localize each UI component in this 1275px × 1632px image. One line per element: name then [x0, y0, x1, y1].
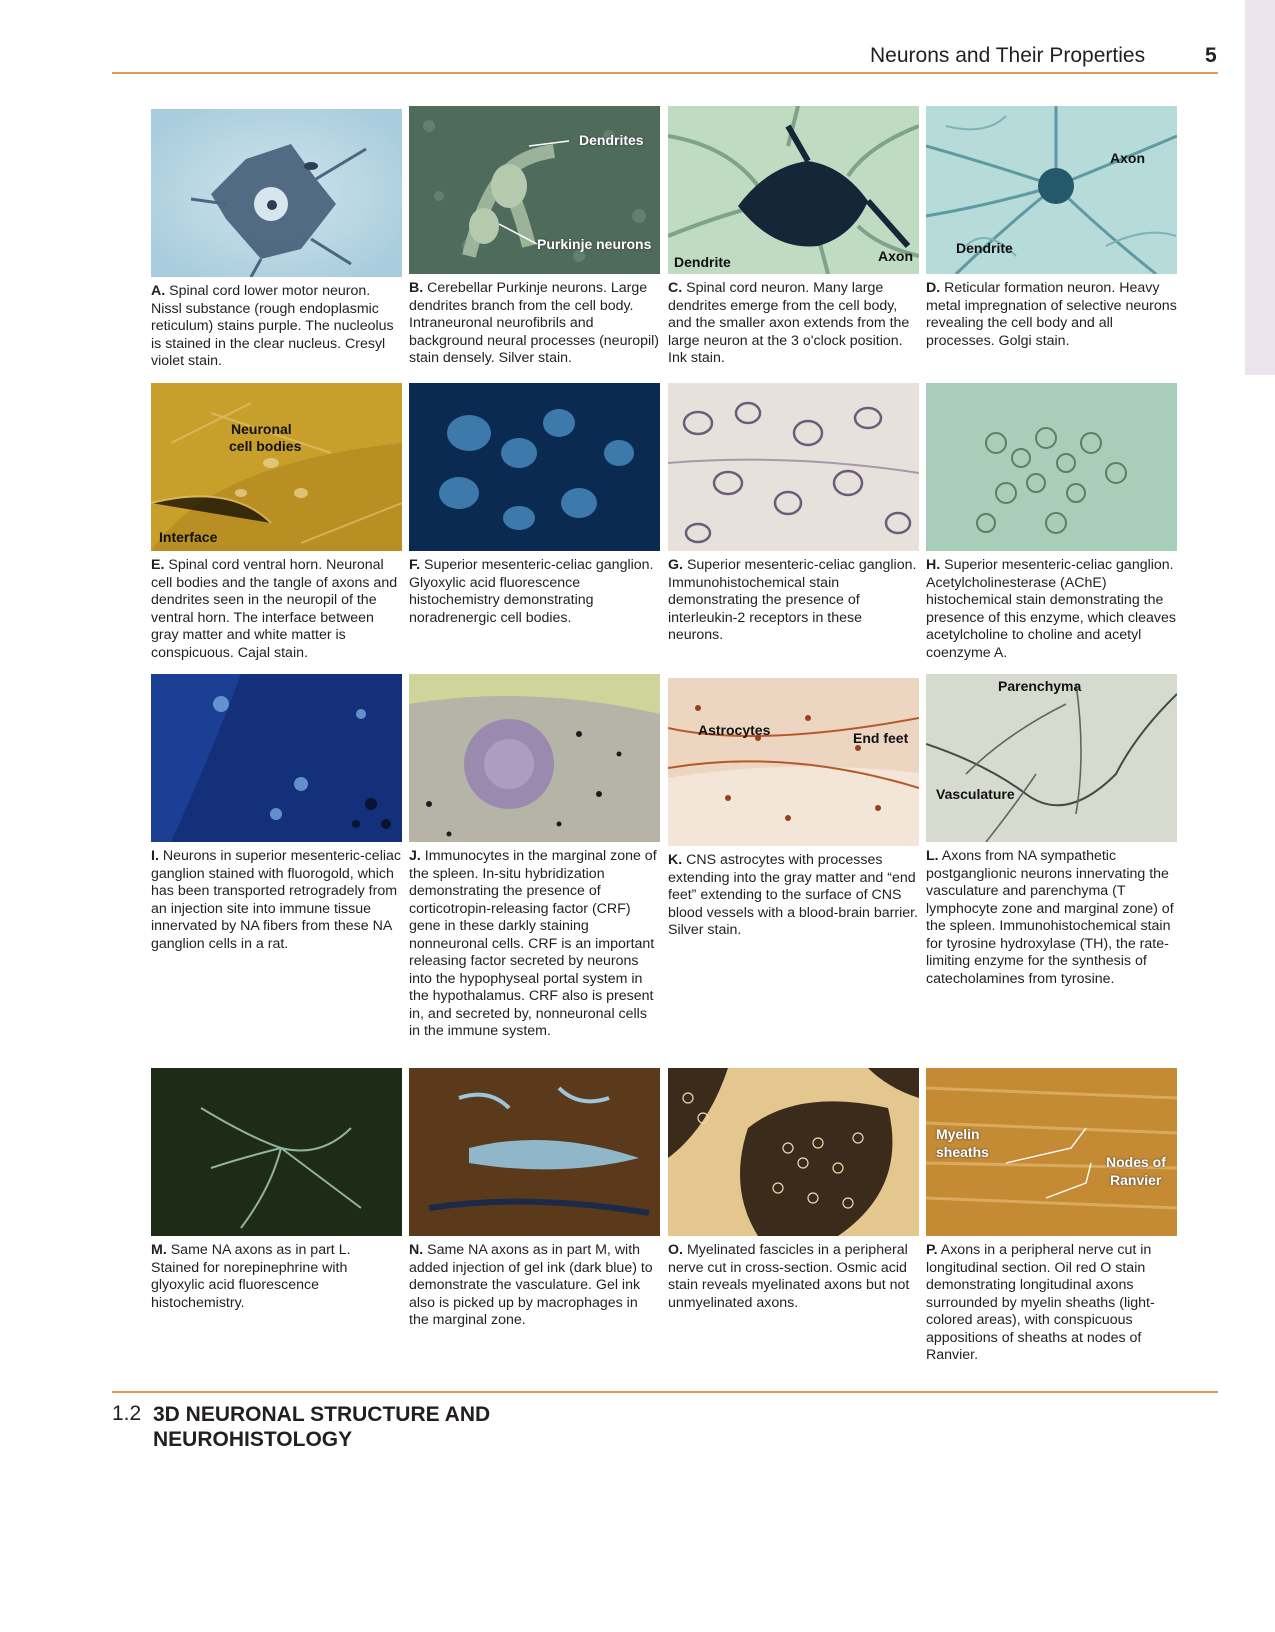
- figure-d-letter: D.: [926, 280, 941, 296]
- figure-a: [151, 109, 402, 371]
- figure-p-micrograph: [926, 1068, 1177, 1236]
- figure-k: [668, 678, 919, 940]
- figure-e-letter: E.: [151, 557, 165, 573]
- figure-j-caption: Immunocytes in the marginal zone of the spleen. In-situ hybridization demonstrating the presence of corticotropin-releasing factor (CRF) gene in these darkly staining nonneuronal cells. CRF is an important releasing factor secreted by neurons into the hypophyseal portal system in the hypothalamus. CRF also is present in, and secreted by, nonneuronal cells in the immune system.: [409, 848, 657, 1039]
- figure-p-label-ranvier: Ranvier: [1110, 1172, 1162, 1188]
- running-header-title: Neurons and Their Properties: [870, 44, 1146, 67]
- figure-b-micrograph: [409, 106, 660, 274]
- figure-d-label-dendrite: Dendrite: [956, 240, 1013, 256]
- figure-k-label-end-feet: End feet: [853, 730, 909, 746]
- figure-c: [668, 106, 919, 368]
- figure-o-micrograph: [668, 1068, 919, 1236]
- figure-c-micrograph: [668, 106, 919, 274]
- figure-b-label-dendrites: Dendrites: [579, 132, 644, 148]
- figure-n-caption: Same NA axons as in part M, with added injection of gel ink (dark blue) to demonstrate the vasculature. Gel ink also is picked up by macrophages in the marginal zone.: [409, 1242, 653, 1328]
- figure-p-caption: Axons in a peripheral nerve cut in longitudinal section. Oil red O stain demonstrating longitudinal axons surrounded by myelin sheaths (light-colored areas), with conspicuous appositions of sheaths at nodes of Ranvier.: [926, 1242, 1155, 1363]
- figure-f: [409, 383, 660, 627]
- figure-a-caption: Spinal cord lower motor neuron. Nissl substance (rough endoplasmic reticulum) stains purple. The nucleolus is stained in the clear nucleus. Cresyl violet stain.: [151, 283, 394, 369]
- figure-p-letter: P.: [926, 1242, 938, 1258]
- figure-m-micrograph: [151, 1068, 402, 1236]
- figure-n-letter: N.: [409, 1242, 424, 1258]
- figure-i-micrograph: [151, 674, 402, 842]
- figure-h-letter: H.: [926, 557, 941, 573]
- figure-f-letter: F.: [409, 557, 421, 573]
- figure-f-micrograph: [409, 383, 660, 551]
- figure-l-micrograph: [926, 674, 1177, 842]
- figure-b-caption: Cerebellar Purkinje neurons. Large dendrites branch from the cell body. Intraneuronal neurofibrils and background neural processes (neuropil) stain densely. Silver stain.: [409, 280, 659, 366]
- figure-n-micrograph: [409, 1068, 660, 1236]
- figure-l-label-parenchyma: Parenchyma: [998, 678, 1082, 694]
- figure-j: [409, 674, 660, 1041]
- figure-h: [926, 383, 1177, 662]
- figure-m-caption: Same NA axons as in part L. Stained for norepinephrine with glyoxylic acid fluorescence histochemistry.: [151, 1242, 351, 1311]
- figure-h-caption: Superior mesenteric-celiac ganglion. Acetylcholinesterase (AChE) histochemical stain demonstrating the presence of this enzyme, which cleaves acetylcholine to choline and acetyl coenzyme A.: [926, 557, 1176, 661]
- figure-c-letter: C.: [668, 280, 683, 296]
- page-number: 5: [1205, 44, 1217, 67]
- figure-c-label-dendrite: Dendrite: [674, 254, 731, 270]
- figure-j-micrograph: [409, 674, 660, 842]
- figure-m: [151, 1068, 402, 1312]
- figure-a-letter: A.: [151, 283, 166, 299]
- figure-k-label-astrocytes: Astrocytes: [698, 722, 771, 738]
- figure-i-caption: Neurons in superior mesenteric-celiac ganglion stained with fluorogold, which has been transported retrogradely from an injection site into immune tissue innervated by NA fibers from these NA ganglion cells in a rat.: [151, 848, 401, 952]
- figure-g-micrograph: [668, 383, 919, 551]
- header-rule: [112, 72, 1218, 74]
- figure-l-label-vasculature: Vasculature: [936, 786, 1015, 802]
- figure-l-letter: L.: [926, 848, 939, 864]
- chapter-tab: [1245, 0, 1275, 375]
- figure-a-micrograph: [151, 109, 402, 277]
- figure-j-letter: J.: [409, 848, 421, 864]
- figure-p-label-myelin: Myelin: [936, 1126, 980, 1142]
- figure-p: [926, 1068, 1177, 1365]
- figure-e-label-neuronal: Neuronal: [231, 421, 292, 437]
- figure-l: [926, 674, 1177, 988]
- figure-i-letter: I.: [151, 848, 159, 864]
- figure-d-label-axon: Axon: [1110, 150, 1145, 166]
- figure-b: [409, 106, 660, 368]
- figure-m-letter: M.: [151, 1242, 167, 1258]
- figure-e-label-interface: Interface: [159, 529, 218, 545]
- figure-p-label-sheaths: sheaths: [936, 1144, 989, 1160]
- figure-d-caption: Reticular formation neuron. Heavy metal impregnation of selective neurons revealing the cell body and all processes. Golgi stain.: [926, 280, 1177, 349]
- figure-b-letter: B.: [409, 280, 424, 296]
- figure-g-caption: Superior mesenteric-celiac ganglion. Immunohistochemical stain demonstrating the presence of interleukin-2 receptors in these neurons.: [668, 557, 917, 643]
- figure-o-letter: O.: [668, 1242, 683, 1258]
- figure-c-label-axon: Axon: [878, 248, 913, 264]
- figure-e: [151, 383, 402, 662]
- figure-k-micrograph: [668, 678, 919, 846]
- figure-g-letter: G.: [668, 557, 683, 573]
- figure-k-caption: CNS astrocytes with processes extending into the gray matter and “end feet” extending to the surface of CNS blood vessels with a blood-brain barrier. Silver stain.: [668, 852, 918, 938]
- figure-e-label-cell-bodies: cell bodies: [229, 438, 302, 454]
- figure-p-label-nodes-of: Nodes of: [1106, 1154, 1166, 1170]
- section-title: 3D NEURONAL STRUCTURE AND NEUROHISTOLOGY: [153, 1403, 491, 1451]
- figure-k-letter: K.: [668, 852, 683, 868]
- figure-d: [926, 106, 1177, 350]
- figure-g: [668, 383, 919, 645]
- figure-d-micrograph: [926, 106, 1177, 274]
- section-number: 1.2: [112, 1402, 142, 1425]
- figure-i: [151, 674, 402, 953]
- figure-e-micrograph: [151, 383, 402, 551]
- figure-b-label-purkinje: Purkinje neurons: [537, 236, 652, 252]
- section-rule: [112, 1391, 1218, 1393]
- figure-o: [668, 1068, 919, 1312]
- figure-e-caption: Spinal cord ventral horn. Neuronal cell bodies and the tangle of axons and dendrites seen in the neuropil of the ventral horn. The interface between gray matter and white matter is conspicuous. Cajal stain.: [151, 557, 398, 661]
- figure-h-micrograph: [926, 383, 1177, 551]
- figure-f-caption: Superior mesenteric-celiac ganglion. Glyoxylic acid fluorescence histochemistry demonstrating noradrenergic cell bodies.: [409, 557, 654, 626]
- figure-o-caption: Myelinated fascicles in a peripheral nerve cut in cross-section. Osmic acid stain reveals myelinated axons but not unmyelinated axons.: [668, 1242, 910, 1311]
- figure-n: [409, 1068, 660, 1330]
- figure-l-caption: Axons from NA sympathetic postganglionic neurons innervating the vasculature and parenchyma (T lymphocyte zone and marginal zone) of the spleen. Immunohistochemical stain for tyrosine hydroxylase (TH), the rate-limiting enzyme for the synthesis of catecholamines from tyrosine.: [926, 848, 1174, 987]
- figure-c-caption: Spinal cord neuron. Many large dendrites emerge from the cell body, and the smaller axon extends from the large neuron at the 3 o'clock position. Ink stain.: [668, 280, 910, 366]
